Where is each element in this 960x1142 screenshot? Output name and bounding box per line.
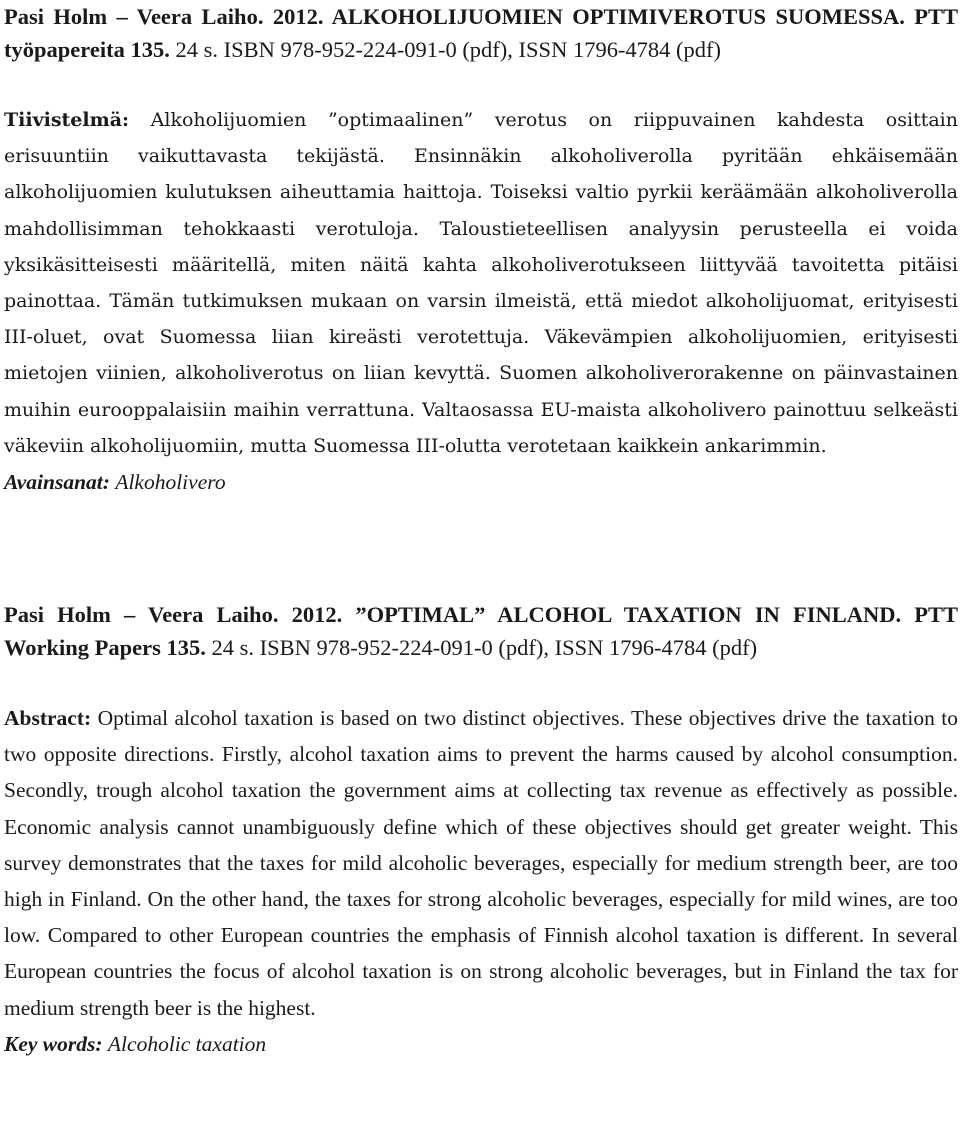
finnish-keywords [4,464,958,500]
english-abstract-label: Abstract: [4,706,92,730]
finnish-abstract-label: Tiivistelmä: [4,109,130,131]
english-citation [4,598,958,664]
spacer [4,664,958,700]
english-keywords-value: Alcoholic taxation [107,1031,267,1056]
spacer [4,66,958,102]
finnish-keywords-value: Alkoholivero [115,470,226,495]
finnish-abstract-text: Alkoholijuomien ”optimaalinen” verotus on riippuvainen kahdesta osittain erisuuntiin vaikuttavasta tekijästä. Ensinnäkin alkoholiverolla pyritään ehkäisemään alkoholijuomien kulutuksen aiheuttamia haittoja. Toiseksi valtio pyrkii keräämään alkoholiverolla mahdollisimman tehokkaasti verotuloja. Taloustieteellisen analyysin perusteella ei voida yksikäsitteisesti määritellä, miten näitä kahta alkoholiverotukseen liittyvää tavoitetta pitäisi painottaa. Tämän tutkimuksen mukaan on varsin ilmeistä, että miedot alkoholijuomat, erityisesti III-oluet, ovat Suomessa liian kireästi verotettuja. Väkevämpien alkoholijuomien, erityisesti mietojen viinien, alkoholiverotus on liian kevyttä. Suomen alkoholiverorakenne on päinvastainen muihin eurooppalaisiin maihin verrattuna. Valtaosassa EU-maista alkoholivero painottuu selkeästi väkeviin alkoholijuomiin, mutta Suomessa III-olutta verotetaan kaikkein ankarimmin. [4,109,958,457]
finnish-citation-tail: 24 s. ISBN 978-952-224-091-0 (pdf), ISSN 1796-4784 (pdf) [175,37,722,62]
finnish-abstract-section [4,0,958,500]
finnish-keywords-label: Avainsanat: [4,470,110,495]
english-abstract-section [4,598,958,1062]
english-citation-tail: 24 s. ISBN 978-952-224-091-0 (pdf), ISSN 1796-4784 (pdf) [211,635,758,660]
finnish-abstract [4,102,958,464]
finnish-citation [4,0,958,66]
english-abstract [4,700,958,1026]
finnish-citation-head: Pasi Holm – Veera Laiho. 2012. ALKOHOLIJUOMIEN OPTIMIVEROTUS SUOMESSA. PTT työpapereita 135. [4,4,958,62]
english-keywords-label: Key words: [4,1031,103,1056]
english-keywords [4,1026,958,1062]
english-abstract-text: Optimal alcohol taxation is based on two distinct objectives. These objectives drive the taxation to two opposite directions. Firstly, alcohol taxation aims to prevent the harms caused by alcohol consumption. Secondly, trough alcohol taxation the government aims at collecting tax revenue as effectively as possible. Economic analysis cannot unambiguously define which of these objectives should get greater weight. This survey demonstrates that the taxes for mild alcoholic beverages, especially for medium strength beer, are too high in Finland. On the other hand, the taxes for strong alcoholic beverages, especially for mild wines, are too low. Compared to other European countries the emphasis of Finnish alcohol taxation is different. In several European countries the focus of alcohol taxation is on strong alcoholic beverages, but in Finland the tax for medium strength beer is the highest. [4,706,959,1020]
english-citation-head: Pasi Holm – Veera Laiho. 2012. ”OPTIMAL” ALCOHOL TAXATION IN FINLAND. PTT Working Papers 135. [4,602,958,660]
